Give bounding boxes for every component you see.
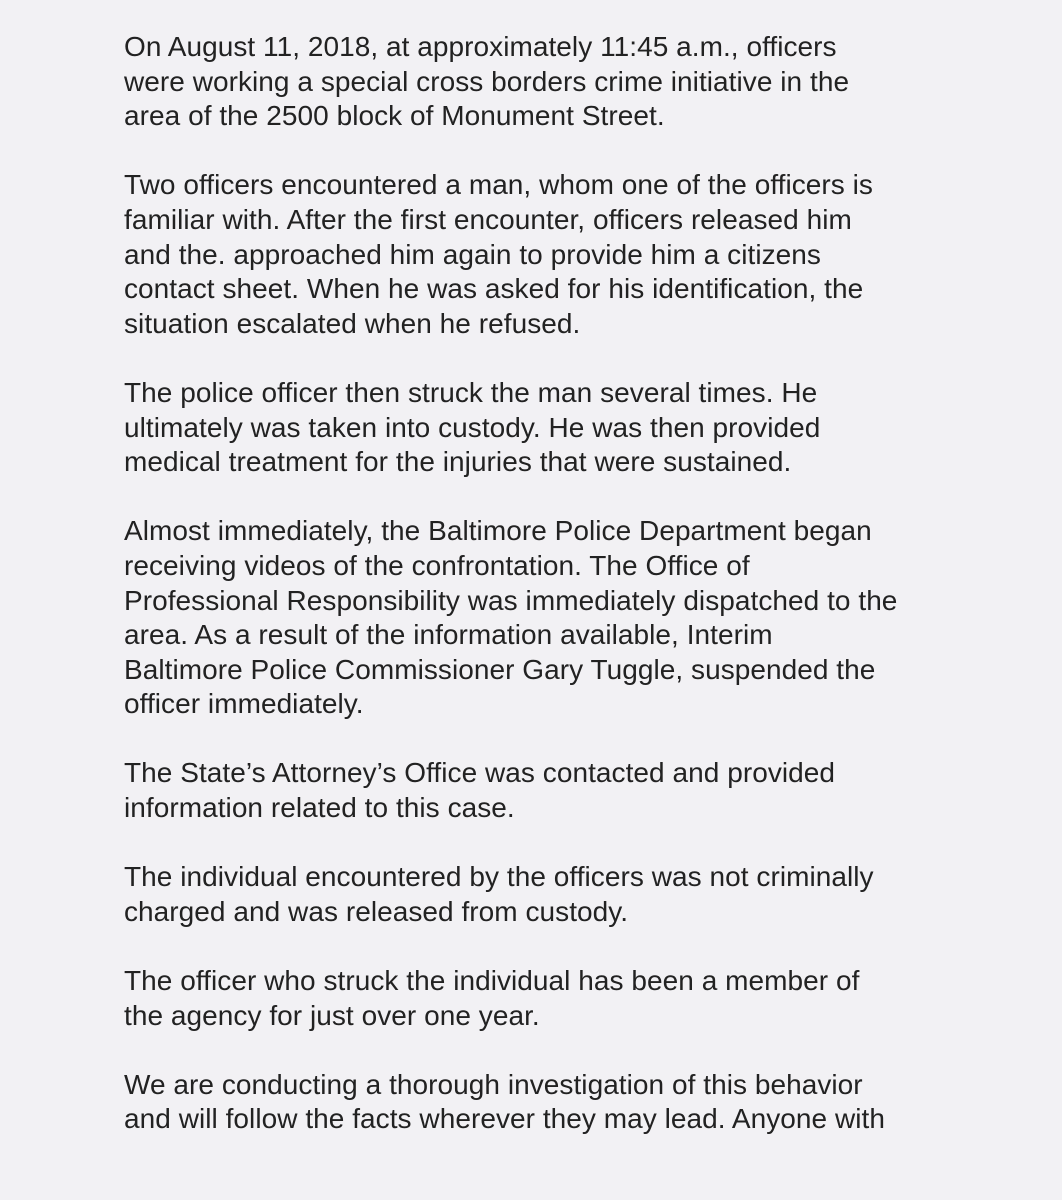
text-line: familiar with. After the first encounter, officers released him [124, 203, 852, 235]
statement-document [124, 30, 1024, 1137]
paragraph-spacer [124, 341, 1024, 376]
paragraph-encounter [124, 168, 1024, 341]
paragraph-investigation [124, 1068, 1024, 1137]
text-line: the agency for just over one year. [124, 999, 540, 1031]
paragraph-states-attorney [124, 756, 1024, 825]
text-line: area of the 2500 block of Monument Street. [124, 100, 665, 132]
text-line: The officer who struck the individual has been a member of [124, 965, 860, 997]
text-line: and the. approached him again to provide him a citizens [124, 238, 821, 270]
paragraph-release [124, 860, 1024, 929]
text-line: The police officer then struck the man several times. He [124, 376, 818, 408]
paragraph-suspension [124, 514, 1024, 722]
text-line: Almost immediately, the Baltimore Police Department began [124, 515, 872, 547]
text-line: information related to this case. [124, 792, 515, 824]
text-line: Baltimore Police Commissioner Gary Tuggle, suspended the [124, 653, 876, 685]
paragraph-spacer [124, 1033, 1024, 1068]
paragraph-spacer [124, 929, 1024, 964]
paragraph-custody [124, 376, 1024, 480]
paragraph-incident-time [124, 30, 1024, 134]
text-line: The individual encountered by the officers was not criminally [124, 861, 874, 893]
text-line: and will follow the facts wherever they may lead. Anyone with [124, 1103, 885, 1135]
paragraph-spacer [124, 134, 1024, 169]
text-line: On August 11, 2018, at approximately 11:45 a.m., officers [124, 31, 837, 62]
paragraph-officer-tenure [124, 964, 1024, 1033]
paragraph-spacer [124, 480, 1024, 515]
text-line: The State’s Attorney’s Office was contacted and provided [124, 757, 836, 789]
text-line: Professional Responsibility was immediately dispatched to the [124, 584, 898, 616]
text-line: situation escalated when he refused. [124, 307, 581, 339]
text-line: medical treatment for the injuries that were sustained. [124, 446, 792, 478]
text-line: receiving videos of the confrontation. The Office of [124, 549, 750, 581]
text-line: officer immediately. [124, 688, 364, 720]
text-line: ultimately was taken into custody. He was then provided [124, 411, 821, 443]
text-line: area. As a result of the information available, Interim [124, 619, 773, 651]
text-line: contact sheet. When he was asked for his identification, the [124, 273, 864, 305]
paragraph-spacer [124, 722, 1024, 757]
paragraph-spacer [124, 826, 1024, 861]
text-line: We are conducting a thorough investigation of this behavior [124, 1068, 863, 1100]
text-line: were working a special cross borders crime initiative in the [124, 65, 850, 97]
text-line: charged and was released from custody. [124, 895, 629, 927]
text-line: Two officers encountered a man, whom one of the officers is [124, 169, 873, 201]
